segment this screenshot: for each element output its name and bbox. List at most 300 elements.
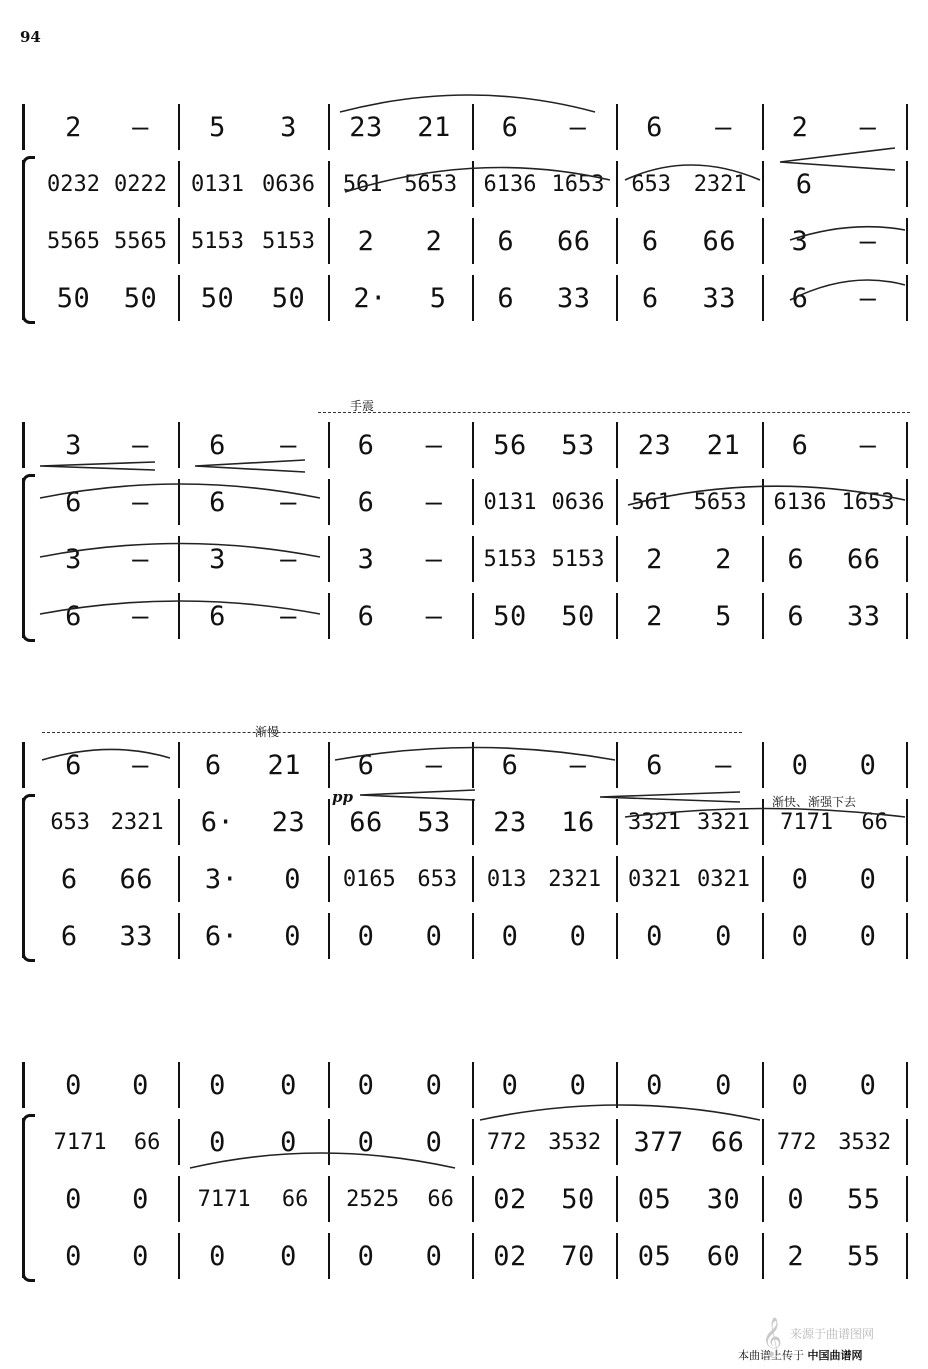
barline xyxy=(762,218,764,264)
beat: 6 xyxy=(209,486,226,518)
measure xyxy=(182,100,324,154)
ritardando-marking: 渐慢 xyxy=(255,725,280,739)
beat: – xyxy=(425,749,443,781)
barline xyxy=(472,593,474,639)
beat: 0 xyxy=(791,1069,809,1101)
beat: – xyxy=(715,111,732,143)
measure xyxy=(476,1058,612,1112)
beat: 0 xyxy=(569,920,587,952)
barline xyxy=(178,1233,180,1279)
beat: 6 xyxy=(357,600,375,632)
beat: 66 xyxy=(133,1129,161,1155)
beat: 2 xyxy=(787,1240,805,1272)
barline xyxy=(328,422,330,468)
beat: 0165 xyxy=(342,866,396,892)
measure xyxy=(620,589,758,643)
measure xyxy=(476,738,612,792)
barline xyxy=(906,1176,908,1222)
barline xyxy=(472,1233,474,1279)
beat: 0131 xyxy=(191,171,244,197)
measure xyxy=(332,1115,468,1169)
measure xyxy=(766,589,902,643)
beat: 5565 xyxy=(114,228,167,254)
measure xyxy=(332,1229,468,1283)
treble-clef-icon: 𝄞 xyxy=(762,1317,783,1357)
beat: 6 xyxy=(795,168,813,200)
beat: 5153 xyxy=(551,546,605,572)
measure xyxy=(620,1058,758,1112)
beat: 70 xyxy=(561,1240,595,1272)
beat: 2 xyxy=(425,225,443,257)
beat: 0 xyxy=(132,1069,149,1101)
measure xyxy=(766,738,902,792)
beat: 6 xyxy=(791,282,809,314)
measure xyxy=(40,1229,174,1283)
barline xyxy=(616,161,618,207)
measure xyxy=(40,1172,174,1226)
measure xyxy=(620,271,758,325)
beat: – xyxy=(859,429,877,461)
beat: – xyxy=(132,749,149,781)
measure xyxy=(476,1229,612,1283)
score-system xyxy=(0,738,928,968)
beat: 50 xyxy=(493,600,527,632)
beat: 772 xyxy=(776,1129,817,1155)
measure xyxy=(620,909,758,963)
beat: 6 xyxy=(204,749,222,781)
barline xyxy=(178,161,180,207)
beat: – xyxy=(425,600,443,632)
barline xyxy=(762,275,764,321)
beat: 50 xyxy=(561,600,595,632)
staff-row xyxy=(0,475,928,529)
beat: – xyxy=(859,282,877,314)
measure xyxy=(332,271,468,325)
measure xyxy=(182,1229,324,1283)
beat: 23 xyxy=(349,111,383,143)
barline xyxy=(906,1062,908,1108)
beat: 6136 xyxy=(483,171,537,197)
measure xyxy=(40,157,174,211)
staff-row xyxy=(0,1229,928,1283)
barline xyxy=(616,1062,618,1108)
beat: 0 xyxy=(715,1069,732,1101)
barline xyxy=(616,593,618,639)
beat: 66 xyxy=(861,809,888,835)
beat: 0 xyxy=(132,1240,149,1272)
beat: 21 xyxy=(706,429,741,461)
measure xyxy=(476,475,612,529)
beat: 561 xyxy=(631,489,672,515)
measure xyxy=(620,1172,758,1226)
beat: 6 xyxy=(60,920,78,952)
barline xyxy=(616,1233,618,1279)
beat: – xyxy=(132,486,149,518)
measure xyxy=(620,1229,758,1283)
barline xyxy=(762,422,764,468)
measure xyxy=(766,532,902,586)
staff-row xyxy=(0,909,928,963)
beat: 6 xyxy=(641,282,659,314)
measure xyxy=(182,1172,324,1226)
barline xyxy=(178,856,180,902)
beat: – xyxy=(859,225,877,257)
measure xyxy=(332,589,468,643)
measure xyxy=(182,909,324,963)
beat: 3321 xyxy=(628,809,681,835)
beat: 377 xyxy=(633,1126,684,1158)
beat: 013 xyxy=(486,866,527,892)
beat: – xyxy=(280,486,297,518)
beat: 3532 xyxy=(838,1129,892,1155)
beat: 0 xyxy=(209,1240,226,1272)
beat: 6· xyxy=(204,920,239,952)
barline xyxy=(616,218,618,264)
measure xyxy=(476,271,612,325)
beat: 6 xyxy=(65,749,82,781)
beat: 21 xyxy=(267,749,302,781)
measure xyxy=(766,1172,902,1226)
beat: 2321 xyxy=(693,171,747,197)
beat: 6 xyxy=(497,225,515,257)
barline xyxy=(472,1119,474,1165)
barline xyxy=(616,275,618,321)
beat: 50 xyxy=(561,1183,595,1215)
ritardando-extension-line xyxy=(42,732,742,733)
beat: 2 xyxy=(65,111,82,143)
staff-row xyxy=(0,1058,928,1112)
beat: – xyxy=(715,749,732,781)
barline xyxy=(762,161,764,207)
measure xyxy=(766,852,902,906)
beat: 5653 xyxy=(693,489,747,515)
measure xyxy=(476,214,612,268)
barline xyxy=(906,1233,908,1279)
measure xyxy=(766,1229,902,1283)
measure xyxy=(182,418,324,472)
beat: 60 xyxy=(706,1240,741,1272)
beat: 66 xyxy=(281,1186,309,1212)
measure xyxy=(332,214,468,268)
beat: 6 xyxy=(497,282,515,314)
footer-site-text: 中国曲谱网 xyxy=(807,1349,863,1362)
beat: 0 xyxy=(65,1240,82,1272)
barline xyxy=(616,856,618,902)
barline xyxy=(762,479,764,525)
beat: 50 xyxy=(271,282,306,314)
beat: – xyxy=(280,543,297,575)
measure xyxy=(40,1058,174,1112)
beat: 0 xyxy=(791,920,809,952)
measure xyxy=(766,475,902,529)
barline xyxy=(328,161,330,207)
beat: 0 xyxy=(646,1069,663,1101)
measure xyxy=(476,589,612,643)
measure xyxy=(476,909,612,963)
barline xyxy=(616,742,618,788)
beat: 2 xyxy=(791,111,809,143)
staff-row xyxy=(0,100,928,154)
barline xyxy=(762,856,764,902)
barline xyxy=(328,742,330,788)
measure xyxy=(40,589,174,643)
measure xyxy=(182,852,324,906)
beat: 50 xyxy=(123,282,158,314)
measure xyxy=(182,589,324,643)
beat: 6 xyxy=(209,429,226,461)
staff-row xyxy=(0,271,928,325)
barline xyxy=(328,536,330,582)
barline xyxy=(328,275,330,321)
beat: 653 xyxy=(50,809,91,835)
pianissimo-marking: pp xyxy=(332,788,353,806)
barline xyxy=(616,536,618,582)
barline xyxy=(906,161,908,207)
beat: 6 xyxy=(501,749,519,781)
beat: 66 xyxy=(427,1186,454,1212)
barline xyxy=(762,1062,764,1108)
score-system xyxy=(0,418,928,648)
beat: 33 xyxy=(557,282,591,314)
barline xyxy=(328,218,330,264)
beat: 33 xyxy=(119,920,154,952)
beat: 3· xyxy=(204,863,239,895)
staff-row xyxy=(0,532,928,586)
measure xyxy=(182,157,324,211)
beat: 0 xyxy=(425,1069,443,1101)
page-number: 94 xyxy=(20,28,41,46)
barline xyxy=(906,593,908,639)
barline xyxy=(472,104,474,150)
beat: 55 xyxy=(847,1183,881,1215)
measure xyxy=(766,271,902,325)
staff-row xyxy=(0,852,928,906)
measure xyxy=(332,909,468,963)
measure xyxy=(332,418,468,472)
barline xyxy=(472,1062,474,1108)
barline xyxy=(906,742,908,788)
barline xyxy=(328,1119,330,1165)
score-system xyxy=(0,100,928,330)
barline xyxy=(906,799,908,845)
beat: 0 xyxy=(357,1069,375,1101)
beat: 0 xyxy=(284,863,302,895)
measure xyxy=(476,157,612,211)
measure xyxy=(476,100,612,154)
beat: 33 xyxy=(702,282,737,314)
beat: 0 xyxy=(715,920,732,952)
staff-row xyxy=(0,418,928,472)
beat: 0 xyxy=(859,920,877,952)
barline xyxy=(328,593,330,639)
beat: 66 xyxy=(349,806,383,838)
beat: 0 xyxy=(646,920,663,952)
measure xyxy=(332,1058,468,1112)
measure xyxy=(40,271,174,325)
barline xyxy=(616,1176,618,1222)
beat: 0 xyxy=(501,920,519,952)
beat: 05 xyxy=(637,1240,672,1272)
beat: 7171 xyxy=(53,1129,107,1155)
beat: 23 xyxy=(493,806,527,838)
barline xyxy=(906,856,908,902)
beat: 66 xyxy=(702,225,737,257)
beat: 0 xyxy=(425,1126,443,1158)
beat: 0 xyxy=(791,749,809,781)
measure xyxy=(40,909,174,963)
beat: 0 xyxy=(280,1069,297,1101)
beat: 0 xyxy=(357,920,375,952)
barline xyxy=(906,422,908,468)
barline xyxy=(178,742,180,788)
tremolo-extension-line xyxy=(318,412,910,413)
beat: 6 xyxy=(787,600,805,632)
barline xyxy=(906,104,908,150)
staff-row xyxy=(0,1115,928,1169)
barline xyxy=(178,913,180,959)
barline xyxy=(178,593,180,639)
measure xyxy=(40,795,174,849)
barline xyxy=(762,913,764,959)
beat: 0 xyxy=(132,1183,149,1215)
beat: 653 xyxy=(417,866,458,892)
beat: – xyxy=(132,429,149,461)
staff-row xyxy=(0,738,928,792)
beat: 0321 xyxy=(628,866,681,892)
beat: 2 xyxy=(715,543,732,575)
barline xyxy=(472,856,474,902)
measure xyxy=(476,418,612,472)
barline xyxy=(762,1176,764,1222)
beat: – xyxy=(132,111,149,143)
beat: 0 xyxy=(65,1069,82,1101)
beat: 2525 xyxy=(346,1186,400,1212)
barline xyxy=(906,218,908,264)
beat: 2 xyxy=(646,543,663,575)
beat: 02 xyxy=(493,1183,527,1215)
measure xyxy=(182,738,324,792)
measure xyxy=(620,738,758,792)
beat: 0 xyxy=(65,1183,82,1215)
measure xyxy=(620,100,758,154)
beat: 6 xyxy=(357,429,375,461)
beat: 33 xyxy=(847,600,881,632)
beat: – xyxy=(132,543,149,575)
accelerando-crescendo-marking: 渐快、渐强下去 xyxy=(772,795,857,809)
beat: 772 xyxy=(486,1129,527,1155)
measure xyxy=(332,738,468,792)
measure xyxy=(620,1115,758,1169)
beat: – xyxy=(569,111,587,143)
beat: 0321 xyxy=(697,866,750,892)
beat: 56 xyxy=(493,429,527,461)
measure xyxy=(766,418,902,472)
staff-row xyxy=(0,157,928,211)
beat: 1653 xyxy=(551,171,605,197)
barline xyxy=(906,536,908,582)
beat: 50 xyxy=(56,282,91,314)
beat: – xyxy=(280,429,297,461)
beat: – xyxy=(425,543,443,575)
measure xyxy=(620,214,758,268)
beat: 0 xyxy=(357,1126,375,1158)
measure xyxy=(332,852,468,906)
beat: 6 xyxy=(357,486,375,518)
beat: 6 xyxy=(65,600,82,632)
beat: 653 xyxy=(631,171,672,197)
beat: 0636 xyxy=(262,171,315,197)
measure xyxy=(766,100,902,154)
measure xyxy=(182,795,324,849)
beat: 6 xyxy=(641,225,659,257)
beat: 3 xyxy=(209,543,226,575)
staff-row xyxy=(0,589,928,643)
measure xyxy=(40,475,174,529)
beat: 5 xyxy=(715,600,732,632)
beat: 30 xyxy=(706,1183,741,1215)
barline xyxy=(472,275,474,321)
measure xyxy=(620,475,758,529)
measure xyxy=(182,271,324,325)
beat: 5565 xyxy=(47,228,100,254)
beat: 0232 xyxy=(47,171,100,197)
beat: – xyxy=(569,749,587,781)
barline xyxy=(472,479,474,525)
beat: 5653 xyxy=(404,171,458,197)
barline xyxy=(472,422,474,468)
beat: 21 xyxy=(417,111,451,143)
beat: 5153 xyxy=(191,228,244,254)
beat: 2 xyxy=(646,600,663,632)
beat: 5153 xyxy=(262,228,315,254)
measure xyxy=(182,1058,324,1112)
measure xyxy=(766,1058,902,1112)
beat: 66 xyxy=(847,543,881,575)
measure xyxy=(476,795,612,849)
beat: 0 xyxy=(791,863,809,895)
barline xyxy=(328,856,330,902)
measure xyxy=(766,214,902,268)
barline xyxy=(178,1119,180,1165)
barline xyxy=(762,799,764,845)
barline xyxy=(616,799,618,845)
barline xyxy=(616,104,618,150)
barline xyxy=(472,913,474,959)
measure xyxy=(332,532,468,586)
measure xyxy=(40,100,174,154)
barline xyxy=(762,742,764,788)
beat: 5 xyxy=(429,282,447,314)
beat: 3 xyxy=(65,543,82,575)
beat: 0 xyxy=(859,863,877,895)
tremolo-marking: 手震 xyxy=(350,399,375,413)
beat: 6· xyxy=(200,806,235,838)
barline xyxy=(472,742,474,788)
measure xyxy=(40,418,174,472)
barline xyxy=(472,799,474,845)
measure xyxy=(332,475,468,529)
beat: 6 xyxy=(791,429,809,461)
measure xyxy=(620,852,758,906)
barline xyxy=(762,536,764,582)
beat: 6 xyxy=(787,543,805,575)
beat: 50 xyxy=(200,282,235,314)
measure xyxy=(766,1115,902,1169)
barline xyxy=(906,479,908,525)
beat: 6 xyxy=(357,749,375,781)
barline xyxy=(616,479,618,525)
measure xyxy=(40,1115,174,1169)
